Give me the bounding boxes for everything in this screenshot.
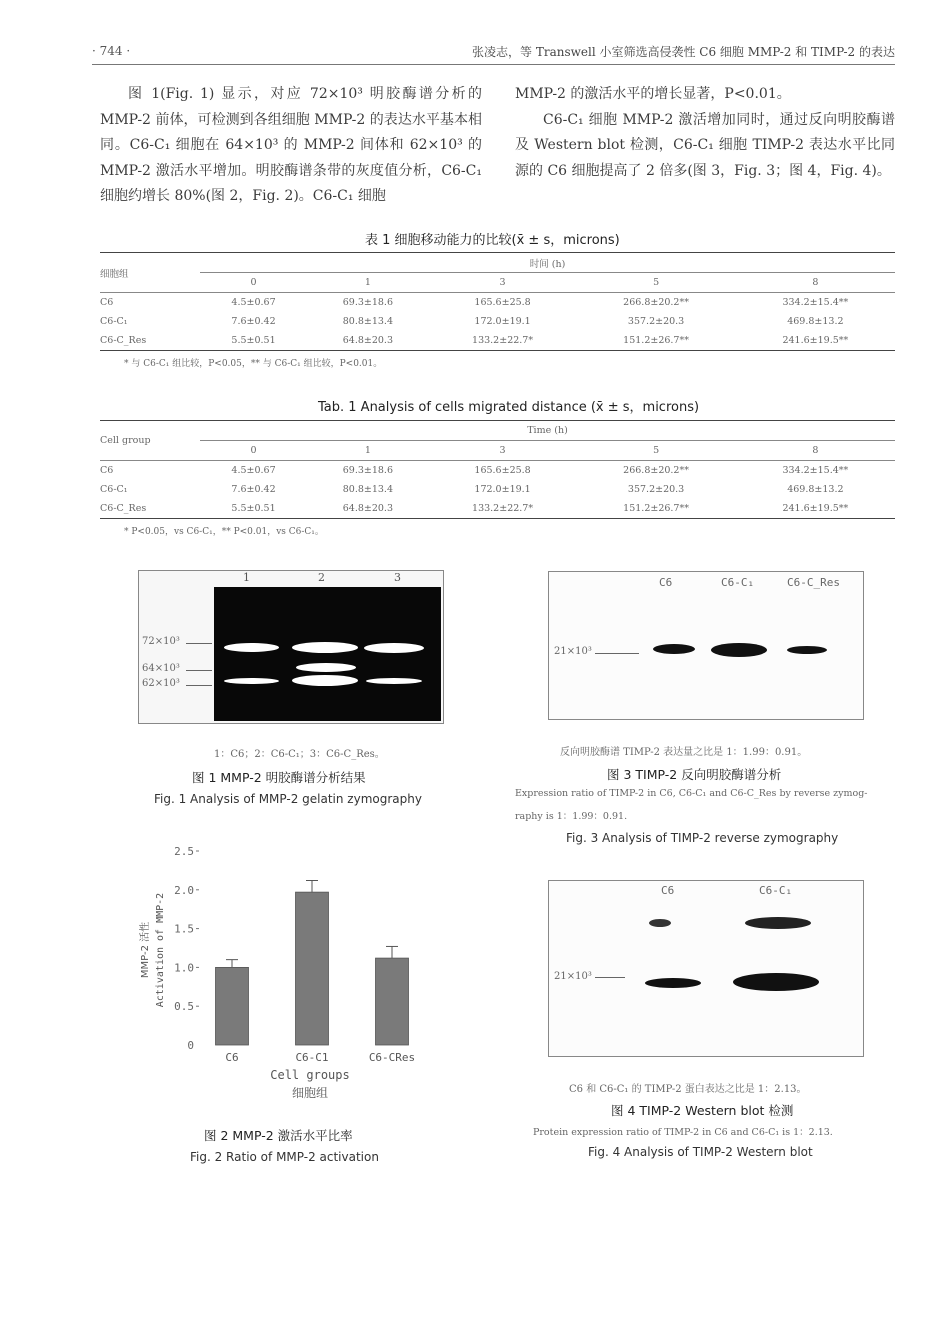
figure2-bar-chart	[130, 840, 450, 1104]
table-cell: C6-C_Res	[100, 499, 200, 519]
blot-band	[787, 646, 827, 654]
lane-label: C6-C_Res	[787, 576, 840, 589]
gel-band	[296, 663, 356, 672]
lane-label: C6	[659, 576, 673, 589]
table1	[100, 252, 895, 351]
table-cell: 334.2±15.4**	[736, 461, 895, 481]
blot-band	[733, 973, 819, 991]
table-cell: 151.2±26.7**	[576, 499, 735, 519]
table1-caption: 表 1 细胞移动能力的比较(x̄ ± s，microns)	[365, 233, 620, 248]
table-cell: 4.5±0.67	[200, 461, 307, 481]
table2-time-5: 5	[576, 441, 735, 461]
table-cell: C6	[100, 293, 200, 313]
bar-c6	[216, 967, 249, 1045]
marker-arrow	[595, 977, 625, 978]
table-cell: 357.2±20.3	[627, 316, 685, 327]
table-cell: 151.2±26.7**	[576, 331, 735, 351]
figure3-frame	[548, 571, 864, 720]
y-tick-label: 0	[187, 1039, 194, 1052]
lane-label: 2	[318, 571, 325, 584]
table-cell: 80.8±13.4	[342, 316, 393, 327]
lane-label: C6-C₁	[759, 884, 793, 897]
figure1-gel-image	[214, 587, 441, 721]
table-cell: C6-C_Res	[100, 331, 200, 351]
table-cell: C6	[100, 461, 200, 481]
bar-c6-c1	[296, 892, 329, 1045]
table1-time-0: 0	[200, 273, 307, 293]
table-cell: 133.2±22.7*	[429, 331, 577, 351]
table-cell: 4.5±0.67	[200, 293, 307, 313]
table-cell: 469.8±13.2	[787, 484, 844, 495]
body-paragraph: MMP-2 的激活水平的增长显著，P<0.01。	[515, 86, 791, 102]
table-cell: 5.5±0.51	[200, 499, 307, 519]
table-cell: 266.8±20.2**	[576, 293, 735, 313]
table1-time-5: 5	[576, 273, 735, 293]
mw-marker: 21×10³	[554, 971, 592, 982]
table-cell: 165.6±25.8	[429, 461, 577, 481]
gel-band	[224, 678, 279, 684]
blot-band	[645, 978, 701, 988]
plot-area	[138, 845, 415, 1100]
table1-time-header: 时间 (h)	[200, 253, 895, 273]
body-right-column	[515, 82, 895, 184]
gel-band	[366, 678, 422, 684]
table1-time-1: 1	[307, 273, 429, 293]
table2-group-header: Cell group	[100, 421, 200, 461]
table-cell: 69.3±18.6	[307, 293, 429, 313]
table1-time-3: 3	[429, 273, 577, 293]
figure3-legend-en: Expression ratio of TIMP-2 in C6, C6-C₁ and C6-C_Res by reverse zymog-	[515, 788, 868, 799]
table-cell: C6-C₁	[100, 316, 128, 327]
body-paragraph: 图 1(Fig. 1) 显示，对应 72×10³ 明胶酶谱分析的 MMP-2 前体，可检测到各组细胞 MMP-2 的表达水平基本相同。C6-C₁ 细胞在 64×10³ 的 MMP-2 间体和 62×10³ 的 MMP-2 激活水平增加。明胶酶谱条带的灰度值分析，C6-C₁ 细胞约增长 80%(图 2，Fig. 2)。C6-C₁ 细胞	[100, 86, 482, 204]
figure1-legend: 1：C6；2：C6-C₁；3：C6-C_Res。	[214, 749, 385, 760]
table-row	[100, 312, 895, 331]
gel-band	[364, 643, 424, 653]
mw-marker: 64×10³	[142, 663, 180, 674]
figure3-legend-zh: 反向明胶酶谱 TIMP-2 表达量之比是 1：1.99：0.91。	[560, 747, 808, 758]
table-cell: 469.8±13.2	[787, 316, 844, 327]
figure2-caption-en: Fig. 2 Ratio of MMP-2 activation	[190, 1150, 379, 1164]
y-tick-label: 1.5	[174, 922, 194, 936]
y-tick-label: 1.0	[174, 961, 194, 975]
y-axis-label: Activation of MMP-2	[155, 892, 166, 1008]
header-rule	[92, 64, 895, 65]
table-cell: 64.8±20.3	[307, 331, 429, 351]
mw-marker: 21×10³	[554, 646, 592, 657]
table-cell: 266.8±20.2**	[576, 461, 735, 481]
marker-arrow	[186, 670, 212, 671]
table-row	[100, 499, 895, 519]
mw-marker: 62×10³	[142, 678, 180, 689]
figure2-caption-zh: 图 2 MMP-2 激活水平比率	[204, 1128, 353, 1143]
table-cell: 5.5±0.51	[200, 331, 307, 351]
table-cell: 241.6±19.5**	[736, 499, 895, 519]
x-tick-label: C6-C1	[295, 1051, 329, 1064]
figure4-frame	[548, 880, 864, 1057]
table1-note: * 与 C6-C₁ 组比较，P<0.05，** 与 C6-C₁ 组比较，P<0.01。	[124, 359, 383, 369]
figure4-caption-en: Fig. 4 Analysis of TIMP-2 Western blot	[588, 1145, 813, 1159]
table2-note: * P<0.05，vs C6-C₁，** P<0.01，vs C6-C₁。	[124, 527, 324, 537]
table2-time-3: 3	[429, 441, 577, 461]
y-axis-label: MMP-2 活性	[140, 921, 151, 979]
x-tick-label: C6	[225, 1051, 239, 1064]
marker-arrow	[186, 685, 212, 686]
table-cell: C6-C₁	[100, 484, 128, 495]
figure1-caption-zh: 图 1 MMP-2 明胶酶谱分析结果	[192, 770, 366, 785]
running-head: 张凌志，等 Transwell 小室筛选高侵袭性 C6 细胞 MMP-2 和 TIMP-2 的表达	[472, 45, 895, 59]
gel-band	[224, 643, 279, 652]
table-cell: 80.8±13.4	[342, 484, 393, 495]
table-cell: 7.6±0.42	[231, 484, 276, 495]
blot-band	[653, 644, 695, 654]
x-tick-label: C6-CRes	[368, 1051, 416, 1064]
figure4-legend-zh: C6 和 C6-C₁ 的 TIMP-2 蛋白表达之比是 1：2.13。	[569, 1084, 807, 1095]
table1-time-8: 8	[736, 273, 895, 293]
figure3-caption-zh: 图 3 TIMP-2 反向明胶酶谱分析	[607, 767, 782, 782]
y-tick-label: 2.0	[174, 883, 194, 897]
blot-band	[745, 917, 811, 929]
table2-time-0: 0	[200, 441, 307, 461]
body-left-column	[100, 82, 482, 210]
figure3-legend-en-cont: raphy is 1：1.99：0.91.	[515, 811, 628, 822]
figure4-caption-zh: 图 4 TIMP-2 Western blot 检测	[611, 1103, 794, 1118]
table-row	[100, 480, 895, 499]
blot-band	[649, 919, 671, 927]
table1-group-header: 细胞组	[100, 253, 200, 293]
mw-marker: 72×10³	[142, 636, 180, 647]
y-tick-label: 0.5	[174, 1000, 194, 1014]
y-tick-label: 2.5	[174, 845, 194, 858]
lane-label: 3	[394, 571, 401, 584]
figure1-caption-en: Fig. 1 Analysis of MMP-2 gelatin zymography	[154, 792, 422, 806]
table-cell: 241.6±19.5**	[736, 331, 895, 351]
bar-c6-cres	[376, 958, 409, 1045]
lane-label: C6-C₁	[721, 576, 755, 589]
table2-time-1: 1	[307, 441, 429, 461]
x-axis-label: Cell groups	[270, 1068, 350, 1082]
table2	[100, 420, 895, 519]
figure3-caption-en: Fig. 3 Analysis of TIMP-2 reverse zymography	[566, 831, 839, 845]
table-cell: 69.3±18.6	[307, 461, 429, 481]
marker-arrow	[186, 643, 212, 644]
marker-arrow	[595, 653, 639, 654]
table2-time-header: Time (h)	[200, 421, 895, 441]
blot-band	[711, 643, 767, 657]
figure4-legend-en: Protein expression ratio of TIMP-2 in C6 and C6-C₁ is 1：2.13.	[533, 1127, 833, 1138]
x-axis-label: 细胞组	[291, 1086, 329, 1100]
table-cell: 172.0±19.1	[474, 484, 531, 495]
table-row	[100, 331, 895, 351]
table-cell: 334.2±15.4**	[736, 293, 895, 313]
table-cell: 172.0±19.1	[474, 316, 531, 327]
table-row	[100, 461, 895, 481]
body-paragraph: C6-C₁ 细胞 MMP-2 激活增加同时，通过反向明胶酶谱及 Western blot 检测，C6-C₁ 细胞 TIMP-2 表达水平比同源的 C6 细胞提高了 2 倍多(图 3，Fig. 3；图 4，Fig. 4)。	[515, 111, 895, 179]
table-cell: 357.2±20.3	[627, 484, 685, 495]
lane-label: C6	[661, 884, 675, 897]
page-number: · 744 ·	[92, 44, 131, 58]
table-row	[100, 293, 895, 313]
table2-caption: Tab. 1 Analysis of cells migrated distance (x̄ ± s，microns)	[318, 400, 700, 415]
table-cell: 165.6±25.8	[429, 293, 577, 313]
table2-time-8: 8	[736, 441, 895, 461]
lane-label: 1	[243, 571, 250, 584]
table-cell: 64.8±20.3	[307, 499, 429, 519]
table-cell: 133.2±22.7*	[429, 499, 577, 519]
table-cell: 7.6±0.42	[231, 316, 276, 327]
gel-band	[292, 642, 358, 653]
gel-band	[292, 675, 358, 686]
